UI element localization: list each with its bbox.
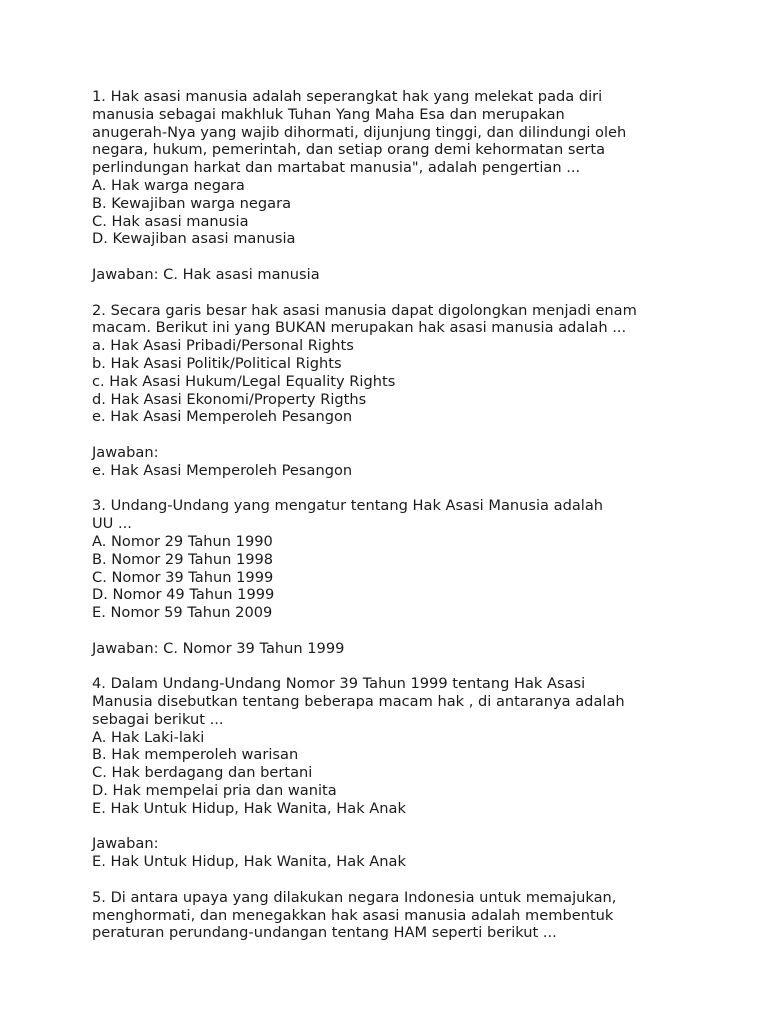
answer-key: Jawaban: C. Hak asasi manusia bbox=[92, 265, 320, 283]
question-stem-line: negara, hukum, pemerintah, dan setiap orang demi kehormatan serta bbox=[92, 141, 606, 159]
answer-option: C. Hak berdagang dan bertani bbox=[92, 764, 313, 782]
answer-option: b. Hak Asasi Politik/Political Rights bbox=[92, 354, 342, 372]
answer-key-label: Jawaban: bbox=[92, 443, 159, 461]
question-stem-line: 5. Di antara upaya yang dilakukan negara Indonesia untuk memajukan, bbox=[92, 888, 617, 906]
question-stem-line: 3. Undang-Undang yang mengatur tentang Hak Asasi Manusia adalah bbox=[92, 497, 604, 515]
answer-option: d. Hak Asasi Ekonomi/Property Rigths bbox=[92, 390, 367, 408]
spacer bbox=[92, 248, 728, 266]
question-stem-line: 4. Dalam Undang-Undang Nomor 39 Tahun 1999 tentang Hak Asasi bbox=[92, 675, 586, 693]
answer-option: B. Hak memperoleh warisan bbox=[92, 746, 299, 764]
answer-option: e. Hak Asasi Memperoleh Pesangon bbox=[92, 408, 353, 426]
answer-option: C. Nomor 39 Tahun 1999 bbox=[92, 568, 274, 586]
question-stem-line: peraturan perundang-undangan tentang HAM seperti berikut ... bbox=[92, 924, 557, 942]
question-stem-line: 1. Hak asasi manusia adalah seperangkat hak yang melekat pada diri bbox=[92, 88, 603, 105]
answer-key: e. Hak Asasi Memperoleh Pesangon bbox=[92, 461, 353, 479]
answer-option: A. Nomor 29 Tahun 1990 bbox=[92, 532, 273, 550]
spacer bbox=[92, 818, 728, 836]
spacer bbox=[92, 426, 728, 444]
answer-option: C. Hak asasi manusia bbox=[92, 212, 249, 230]
question-3 bbox=[92, 497, 728, 657]
answer-key: E. Hak Untuk Hidup, Hak Wanita, Hak Anak bbox=[92, 853, 406, 871]
answer-option: B. Nomor 29 Tahun 1998 bbox=[92, 550, 274, 568]
answer-option: B. Kewajiban warga negara bbox=[92, 194, 292, 212]
question-stem-line: sebagai berikut ... bbox=[92, 710, 224, 728]
question-stem-line: menghormati, dan menegakkan hak asasi manusia adalah membentuk bbox=[92, 906, 614, 924]
question-stem-line: manusia sebagai makhluk Tuhan Yang Maha Esa dan merupakan bbox=[92, 105, 565, 123]
answer-option: c. Hak Asasi Hukum/Legal Equality Rights bbox=[92, 372, 396, 390]
question-1 bbox=[92, 88, 728, 284]
answer-option: a. Hak Asasi Pribadi/Personal Rights bbox=[92, 337, 354, 355]
question-5 bbox=[92, 889, 728, 942]
spacer bbox=[92, 622, 728, 640]
answer-option: D. Nomor 49 Tahun 1999 bbox=[92, 586, 275, 604]
question-stem-line: UU ... bbox=[92, 515, 132, 533]
answer-option: D. Kewajiban asasi manusia bbox=[92, 230, 296, 248]
question-stem-line: macam. Berikut ini yang BUKAN merupakan hak asasi manusia adalah ... bbox=[92, 319, 627, 337]
question-2 bbox=[92, 302, 728, 480]
question-stem-line: 2. Secara garis besar hak asasi manusia dapat digolongkan menjadi enam bbox=[92, 301, 637, 319]
question-stem-line: anugerah-Nya yang wajib dihormati, dijunjung tinggi, dan dilindungi oleh bbox=[92, 123, 627, 141]
question-stem-line: perlindungan harkat dan martabat manusia", adalah pengertian ... bbox=[92, 159, 581, 177]
answer-option: E. Nomor 59 Tahun 2009 bbox=[92, 604, 273, 622]
answer-key-label: Jawaban: bbox=[92, 835, 159, 853]
question-4 bbox=[92, 675, 728, 871]
answer-option: A. Hak warga negara bbox=[92, 176, 245, 194]
answer-option: D. Hak mempelai pria dan wanita bbox=[92, 782, 337, 800]
answer-key: Jawaban: C. Nomor 39 Tahun 1999 bbox=[92, 639, 345, 657]
answer-option: A. Hak Laki-laki bbox=[92, 728, 205, 746]
answer-option: E. Hak Untuk Hidup, Hak Wanita, Hak Anak bbox=[92, 799, 406, 817]
question-stem-line: Manusia disebutkan tentang beberapa macam hak , di antaranya adalah bbox=[92, 693, 625, 711]
